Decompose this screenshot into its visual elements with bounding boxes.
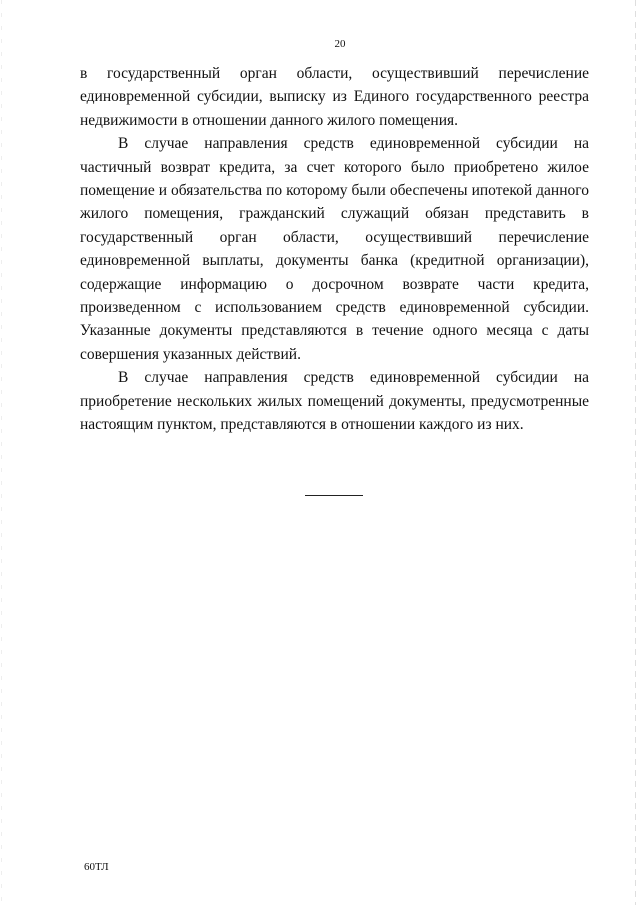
page-number: 20 [334,38,346,50]
footer-code: 60ТЛ [84,861,109,873]
scan-edge-left [1,0,2,905]
paragraph-multiple-premises: В случае направления средств единовременной субсидии на приобретение нескольких жилых помещений документы, предусмотренные настоящим пунктом, представляются в отношении каждого из них. [80,369,589,434]
body-text [80,62,589,437]
paragraph-continuation: в государственный орган области, осуществивший перечисление единовременной субсидии, выписку из Единого государственного реестра недвижимости в отношении данного жилого помещения. [80,65,589,129]
end-of-text-rule [305,495,363,496]
paragraph-partial-repayment: В случае направления средств единовременной субсидии на частичный возврат кредита, за счет которого было приобретено жилое помещение и обязательства по которому были обеспечены ипотекой данного жилого помещения, гражданский служащий обязан представить в государственный орган области, осуществивший перечисление единовременной выплаты, документы банка (кредитной организации), содержащие информацию о досрочном возврате части кредита, произведенном с использованием средств единовременной субсидии. Указанные документы представляются в течение одного месяца с даты совершения указанных действий. [80,135,589,363]
scan-edge-right [635,0,636,905]
